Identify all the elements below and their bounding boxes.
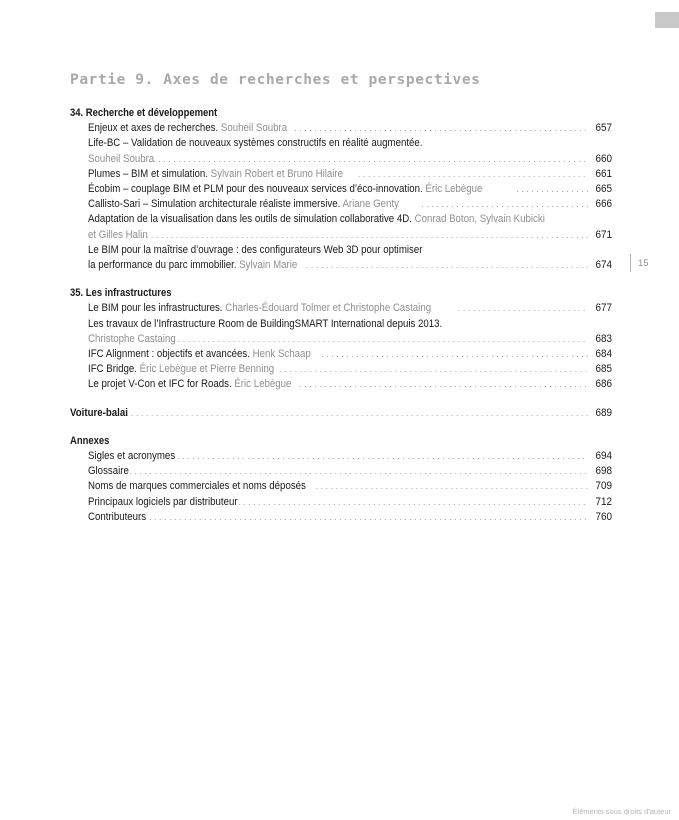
page-ref: 712: [595, 495, 612, 508]
entry-author: Charles-Édouard Tolmer et Christophe Castaing: [225, 302, 432, 315]
entry-text: [88, 243, 422, 258]
page-ref: 677: [595, 302, 612, 315]
toc-entry-line: [88, 301, 612, 316]
entry-text: [88, 347, 311, 362]
entry-text: [88, 301, 431, 316]
entry-text: [88, 136, 423, 151]
toc-section: [70, 286, 612, 392]
page-ref: 689: [595, 406, 612, 419]
page-ref: 686: [595, 378, 612, 391]
dot-leader: [321, 347, 588, 362]
toc-entry-line: [88, 152, 612, 167]
toc-entry-line: [88, 332, 612, 347]
entry-title: Enjeux et axes de recherches.: [88, 122, 219, 135]
entry-text: [88, 317, 442, 332]
toc-entry[interactable]: [70, 167, 612, 182]
dot-leader: [167, 449, 588, 464]
toc-entry-line: [88, 182, 612, 197]
entry-author: Éric Lebègue: [234, 378, 292, 391]
corner-tab-marker: [655, 12, 679, 28]
dot-leader: [421, 197, 588, 212]
toc-entry[interactable]: [70, 212, 612, 242]
dot-leader: [294, 121, 588, 136]
toc-entry-line: [88, 212, 612, 227]
toc-entry[interactable]: [70, 377, 612, 392]
entry-title: IFC Alignment : objectifs et avancées.: [88, 348, 250, 361]
page-number-divider: [630, 254, 631, 272]
copyright-footer: Éléments sous droits d'auteur: [572, 807, 671, 816]
entry-author: Henk Schaap: [252, 348, 311, 361]
toc-entry[interactable]: [70, 464, 612, 479]
toc-entry-line: [88, 121, 612, 136]
toc-entry-line: [88, 377, 612, 392]
toc-entry[interactable]: [70, 182, 612, 197]
page-ref: 694: [595, 450, 612, 463]
toc-section-heading-link[interactable]: [70, 406, 612, 421]
page-ref: 671: [595, 228, 612, 241]
page-ref: 660: [595, 152, 612, 165]
section-title: 34. Recherche et développement: [70, 107, 218, 119]
entry-author: Éric Lebègue et Pierre Benning: [139, 363, 275, 376]
toc-entry-line: [88, 258, 612, 273]
entry-title: Principaux logiciels par distributeur: [88, 495, 238, 508]
toc-entry[interactable]: [70, 301, 612, 316]
toc-entry-line: [88, 347, 612, 362]
entry-text: [88, 212, 545, 227]
entry-title: la performance du parc immobilier.: [88, 259, 237, 272]
entry-title: Sigles et acronymes: [88, 450, 176, 463]
page-ref: 698: [595, 465, 612, 478]
dot-leader: [280, 362, 588, 377]
section-title: Annexes: [70, 434, 110, 447]
page-ref: 665: [595, 183, 612, 196]
entry-text: [88, 121, 287, 136]
entry-text: [88, 258, 297, 273]
toc-section: [70, 106, 612, 273]
table-of-contents: [70, 106, 612, 538]
entry-author: Sylvain Marie: [239, 259, 298, 272]
page-ref: 657: [595, 122, 612, 135]
toc-entry-line: [88, 228, 612, 243]
toc-section: [70, 434, 612, 525]
dot-leader: [143, 152, 588, 167]
toc-entry-line: [88, 510, 612, 525]
entry-title: Life-BC – Validation de nouveaux systèmes constructifs en réalité augmentée.: [88, 137, 423, 150]
page-number: 15: [638, 258, 649, 269]
entry-author: Souheil Soubra: [88, 152, 155, 165]
entry-text: [88, 495, 238, 510]
entry-title: Contributeurs: [88, 510, 147, 523]
entry-text: [88, 510, 146, 525]
section-title: 35. Les infrastructures: [70, 287, 172, 300]
entry-text: [88, 152, 154, 167]
page-ref: 674: [595, 259, 612, 272]
entry-title: Le projet V-Con et IFC for Roads.: [88, 378, 232, 391]
toc-entry-line: [88, 495, 612, 510]
toc-entry-line: [88, 243, 612, 258]
page-ref: 685: [595, 363, 612, 376]
toc-entry-line: [88, 167, 612, 182]
entry-title: Le BIM pour la maîtrise d’ouvrage : des configurateurs Web 3D pour optimiser: [88, 243, 423, 256]
entry-text: [88, 362, 274, 377]
page-ref: 684: [595, 348, 612, 361]
entry-text: [88, 449, 175, 464]
page-ref: 683: [595, 332, 612, 345]
toc-entry-line: [88, 362, 612, 377]
section-title: Voiture-balai: [70, 406, 128, 419]
dot-leader: [136, 228, 588, 243]
page-ref: 661: [595, 167, 612, 180]
dot-leader: [116, 406, 588, 421]
entry-title: Adaptation de la visualisation dans les outils de simulation collaborative 4D.: [88, 213, 412, 226]
entry-author: et Gilles Halin: [88, 228, 148, 241]
toc-entry-line: [88, 317, 612, 332]
page-ref: 709: [595, 480, 612, 493]
entry-text: [88, 228, 148, 243]
entry-author: Christophe Castaing: [88, 332, 176, 345]
dot-leader: [299, 377, 588, 392]
dot-leader: [134, 510, 588, 525]
entry-text: [88, 464, 129, 479]
toc-entry-line: [88, 136, 612, 151]
entry-title: Glossaire: [88, 465, 129, 478]
entry-text: [88, 182, 482, 197]
entry-title: Plumes – BIM et simulation.: [88, 167, 208, 180]
entry-title: Noms de marques commerciales et noms déposés: [88, 480, 306, 493]
entry-text: [88, 479, 306, 494]
entry-author: Éric Lebègue: [425, 183, 483, 196]
toc-entry-line: [88, 197, 612, 212]
toc-entry[interactable]: [70, 317, 612, 347]
toc-entry[interactable]: [70, 121, 612, 136]
entry-author: Ariane Genty: [342, 198, 399, 211]
toc-entry[interactable]: [70, 136, 612, 166]
dot-leader: [458, 301, 588, 316]
entry-title: Les travaux de l’Infrastructure Room de BuildingSMART International depuis 2013.: [88, 317, 443, 330]
dot-leader: [358, 167, 588, 182]
dot-leader: [516, 182, 588, 197]
entry-text: [88, 377, 291, 392]
entry-title: IFC Bridge.: [88, 363, 137, 376]
dot-leader: [238, 495, 588, 510]
entry-title: Le BIM pour les infrastructures.: [88, 302, 223, 315]
dot-leader: [306, 258, 588, 273]
toc-entry[interactable]: [70, 479, 612, 494]
entry-text: [88, 197, 399, 212]
entry-author: Sylvain Robert et Bruno Hilaire: [210, 167, 344, 180]
toc-entry-line: [88, 449, 612, 464]
entry-author: Conrad Boton, Sylvain Kubicki: [414, 213, 545, 226]
toc-entry[interactable]: [70, 495, 612, 510]
entry-title: Écobim – couplage BIM et PLM pour des nouveaux services d’éco-innovation.: [88, 183, 423, 196]
toc-entry-line: [88, 479, 612, 494]
toc-entry[interactable]: [70, 510, 612, 525]
toc-entry[interactable]: [70, 243, 612, 273]
entry-text: [88, 332, 176, 347]
entry-title: Callisto-Sari – Simulation architecturale réaliste immersive.: [88, 198, 341, 211]
toc-entry-line: [88, 464, 612, 479]
part-title: Partie 9. Axes de recherches et perspectives: [70, 72, 481, 88]
toc-entry[interactable]: [70, 362, 612, 377]
toc-entry[interactable]: [70, 197, 612, 212]
page-ref: 666: [595, 198, 612, 211]
entry-author: Souheil Soubra: [220, 122, 288, 135]
entry-text: [88, 167, 343, 182]
toc-section: [70, 406, 612, 421]
toc-entry[interactable]: [70, 347, 612, 362]
dot-leader: [316, 479, 588, 494]
dot-leader: [168, 332, 588, 347]
dot-leader: [114, 464, 588, 479]
page-ref: 760: [595, 510, 612, 523]
toc-entry[interactable]: [70, 449, 612, 464]
